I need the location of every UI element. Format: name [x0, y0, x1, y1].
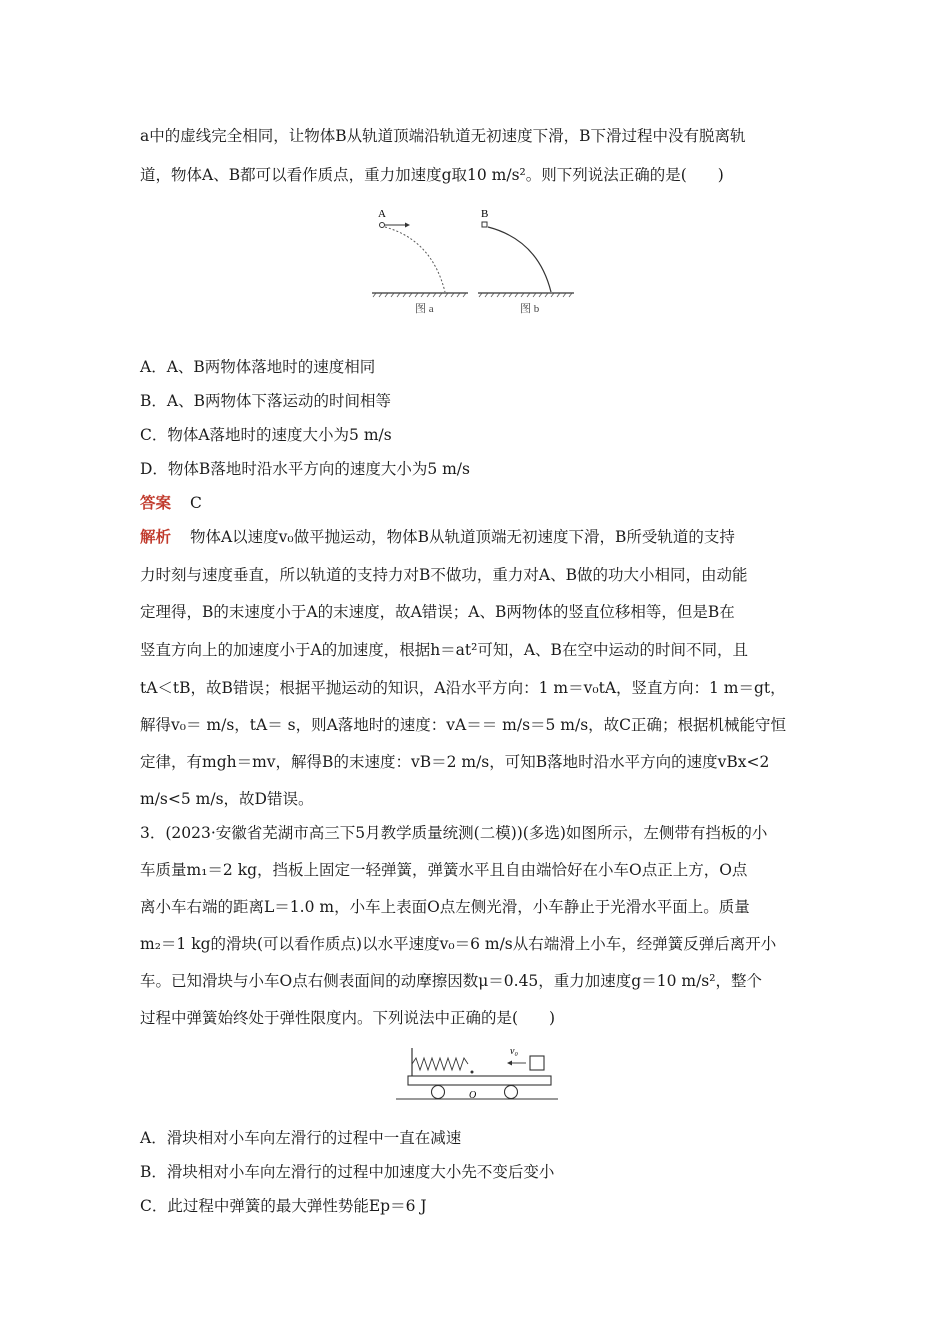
analysis-text-1: 物体A以速度v₀做平抛运动，物体B从轨道顶端无初速度下滑，B所受轨道的支持 [189, 528, 735, 546]
q2-analysis-line-6: 解得v₀＝ m/s，tA＝ s，则A落地时的速度：vA＝＝ m/s＝5 m/s，故C正确；根据机械能守恒 [140, 716, 787, 734]
track-b [488, 227, 551, 292]
q2-analysis-line-7: 定律，有mgh＝mv，解得B的末速度：vB＝2 m/s，可知B落地时沿水平方向的速度vBx<2 [140, 753, 770, 771]
q2-analysis-line-8: m/s<5 m/s，故D错误。 [140, 790, 314, 808]
q3-option-c: C．此过程中弹簧的最大弹性势能Ep＝6 J [140, 1197, 427, 1215]
q2-option-c: C．物体A落地时的速度大小为5 m/s [140, 426, 392, 444]
o-point-dot [471, 1071, 474, 1074]
velocity-arrowhead-a [405, 223, 410, 228]
q2-analysis-line-4: 竖直方向上的加速度小于A的加速度，根据h＝at²可知，A、B在空中运动的时间不同，且 [140, 641, 748, 659]
figure-ab [370, 200, 590, 320]
cart-body [408, 1076, 551, 1085]
q2-option-d: D．物体B落地时沿水平方向的速度大小为5 m/s [140, 460, 470, 478]
q2-stem-line-1: a中的虚线完全相同，让物体B从轨道顶端沿轨道无初速度下滑，B下滑过程中没有脱离轨 [140, 127, 746, 145]
q2-option-a: A．A、B两物体落地时的速度相同 [140, 358, 376, 376]
wheel-left [432, 1086, 445, 1099]
v0-arrowhead [507, 1061, 512, 1066]
q3-stem-line-4: m₂＝1 kg的滑块(可以看作质点)以水平速度v₀＝6 m/s从右端滑上小车，经弹簧反弹后离开小 [140, 935, 777, 953]
q2-analysis-line-2: 力时刻与速度垂直，所以轨道的支持力对B不做功，重力对A、B做的功大小相同，由动能 [140, 566, 748, 584]
fig-a-caption: 图 a [415, 303, 434, 315]
v0-label: v₀ [510, 1046, 518, 1057]
q3-stem-line-5: 车。已知滑块与小车O点右侧表面间的动摩擦因数μ＝0.45，重力加速度g＝10 m/s²，整个 [140, 972, 762, 990]
q2-option-b: B．A、B两物体下落运动的时间相等 [140, 392, 391, 410]
q2-analysis-line-5: tA＜tB，故B错误；根据平抛运动的知识，A沿水平方向：1 m＝v₀tA，竖直方向：1 m＝gt， [140, 679, 786, 697]
spring [412, 1058, 468, 1070]
figure-cart [394, 1042, 560, 1106]
dashed-trajectory-a [385, 227, 445, 292]
ground-hatch-a [373, 293, 466, 297]
fig-b-label: B [481, 208, 489, 220]
q3-option-a: A．滑块相对小车向左滑行的过程中一直在减速 [140, 1129, 462, 1147]
fig-b-caption: 图 b [520, 303, 540, 315]
ground-hatch-b [479, 293, 572, 297]
object-b-square [482, 222, 487, 227]
q2-answer [140, 493, 202, 513]
o-label: O [469, 1090, 477, 1101]
q3-stem-line-6: 过程中弹簧始终处于弹性限度内。下列说法中正确的是( ) [140, 1009, 556, 1027]
q2-analysis-line-1 [140, 527, 735, 547]
wheel-right [505, 1086, 518, 1099]
q2-analysis-line-3: 定理得，B的末速度小于A的末速度，故A错误；A、B两物体的竖直位移相等，但是B在 [140, 603, 735, 621]
answer-label: 答案 [140, 493, 172, 512]
q3-stem-line-2: 车质量m₁＝2 kg，挡板上固定一轻弹簧，弹簧水平且自由端恰好在小车O点正上方，O点 [140, 861, 748, 879]
answer-value: C [189, 494, 202, 512]
slider-block [530, 1056, 544, 1070]
q3-option-b: B．滑块相对小车向左滑行的过程中加速度大小先不变后变小 [140, 1163, 555, 1181]
q3-stem-line-3: 离小车右端的距离L＝1.0 m，小车上表面O点左侧光滑，小车静止于光滑水平面上。质量 [140, 898, 750, 916]
q3-stem-line-1: 3．(2023·安徽省芜湖市高三下5月教学质量统测(二模))(多选)如图所示，左侧带有挡板的小 [140, 824, 768, 842]
q2-stem-line-2: 道，物体A、B都可以看作质点，重力加速度g取10 m/s²。则下列说法正确的是( ) [140, 166, 724, 184]
object-a-circle [380, 223, 385, 228]
fig-a-label: A [378, 208, 386, 220]
analysis-label: 解析 [140, 527, 172, 546]
